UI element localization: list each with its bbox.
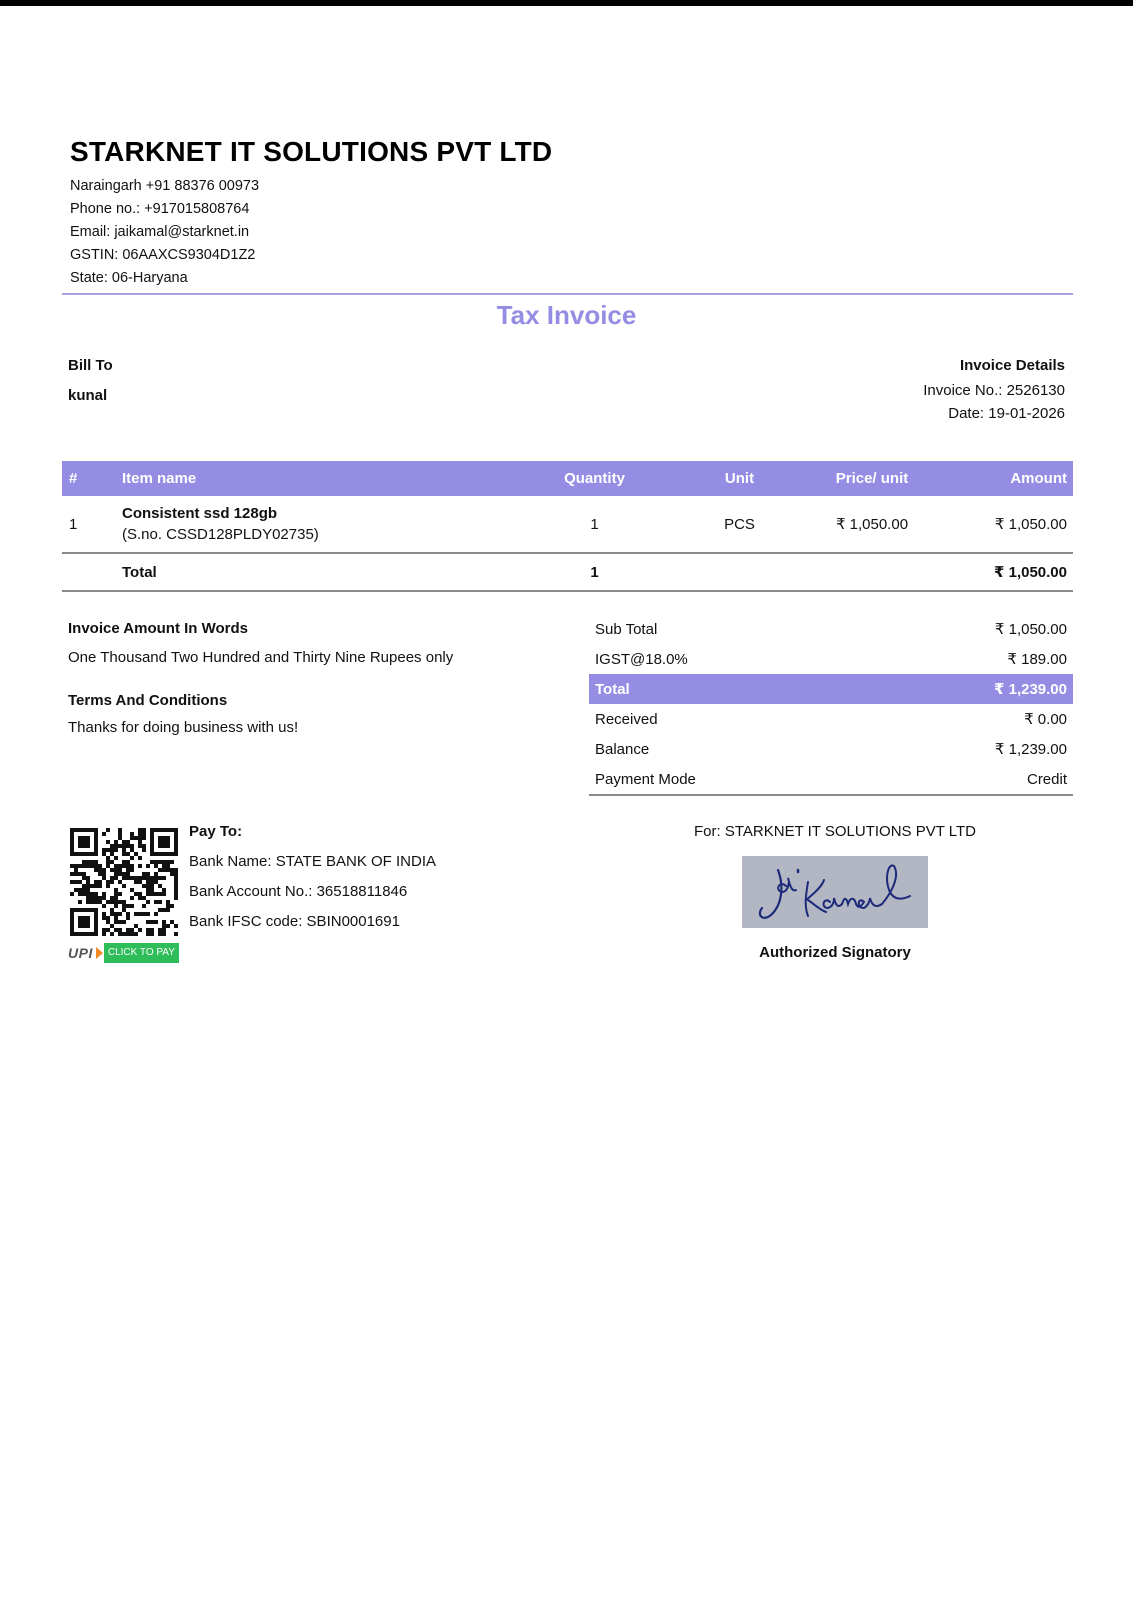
balance-value: ₹ 1,239.00 — [994, 741, 1067, 758]
amount-in-words — [68, 620, 588, 666]
table-total-row — [62, 554, 1073, 592]
header-unit: Unit — [724, 470, 755, 487]
top-border — [0, 0, 1133, 6]
company-address: Naraingarh +91 88376 00973 — [70, 178, 260, 194]
header-item-name: Item name — [122, 470, 197, 487]
row-price: ₹ 1,050.00 — [835, 516, 909, 533]
invoice-details — [923, 357, 1065, 422]
totals-summary — [589, 614, 1073, 796]
company-phone: Phone no.: +917015808764 — [70, 201, 250, 217]
signature-scribble — [742, 856, 928, 928]
amount-in-words-label: Invoice Amount In Words — [68, 620, 249, 637]
signature-image — [742, 856, 928, 928]
item-serial: (S.no. CSSD128PLDY02735) — [122, 526, 319, 543]
company-name: STARKNET IT SOLUTIONS PVT LTD — [70, 136, 553, 167]
sub-total-row — [589, 614, 1073, 644]
row-num: 1 — [69, 515, 78, 533]
click-to-pay-button[interactable]: CLICK TO PAY — [104, 943, 179, 963]
header-quantity: Quantity — [564, 470, 625, 487]
company-gstin: GSTIN: 06AAXCS9304D1Z2 — [70, 247, 256, 263]
igst-label: IGST@18.0% — [595, 650, 688, 668]
total-quantity: 1 — [590, 563, 599, 581]
row-item — [122, 505, 532, 543]
pay-to — [189, 823, 436, 930]
payment-mode-value: Credit — [1026, 770, 1067, 788]
amount-in-words-value: One Thousand Two Hundred and Thirty Nine Rupees only — [68, 649, 454, 666]
document-title: Tax Invoice — [496, 300, 637, 330]
total-amount: ₹ 1,050.00 — [994, 564, 1067, 581]
header-amount: Amount — [1010, 470, 1067, 487]
header-divider — [62, 293, 1073, 295]
company-contact — [70, 175, 552, 290]
upi-logo-icon: UPI — [68, 945, 93, 961]
received-row — [589, 704, 1073, 734]
row-quantity: 1 — [590, 515, 599, 533]
payment-mode-label: Payment Mode — [595, 770, 696, 788]
upi-arrow-icon — [96, 947, 103, 959]
sub-total-label: Sub Total — [595, 620, 658, 638]
terms-label: Terms And Conditions — [68, 692, 228, 709]
pay-to-label: Pay To: — [189, 823, 243, 840]
bill-to-label: Bill To — [68, 357, 113, 374]
company-state: State: 06-Haryana — [70, 270, 188, 286]
igst-row — [589, 644, 1073, 674]
qr-code-icon[interactable] — [70, 828, 178, 936]
bill-to-name: kunal — [68, 387, 108, 404]
total-label: Total — [122, 563, 157, 581]
company-email: Email: jaikamal@starknet.in — [70, 224, 250, 240]
row-unit: PCS — [724, 515, 755, 533]
terms-value: Thanks for doing business with us! — [68, 719, 299, 736]
row-amount: ₹ 1,050.00 — [994, 516, 1067, 533]
grand-total-label: Total — [595, 680, 630, 698]
bank-name: Bank Name: STATE BANK OF INDIA — [189, 853, 437, 870]
signatory-section — [620, 823, 1050, 961]
bank-ifsc: Bank IFSC code: SBIN0001691 — [189, 913, 400, 930]
igst-value: ₹ 189.00 — [1007, 651, 1067, 668]
table-row — [62, 496, 1073, 554]
authorized-signatory-label: Authorized Signatory — [759, 944, 911, 961]
received-label: Received — [595, 710, 658, 728]
item-name: Consistent ssd 128gb — [122, 505, 278, 522]
invoice-number: Invoice No.: 2526130 — [923, 382, 1065, 399]
signatory-for: For: STARKNET IT SOLUTIONS PVT LTD — [694, 823, 976, 840]
invoice-date: Date: 19-01-2026 — [948, 405, 1065, 422]
company-header — [70, 136, 552, 290]
payment-mode-row — [589, 764, 1073, 794]
terms-and-conditions — [68, 692, 588, 736]
received-value: ₹ 0.00 — [1024, 711, 1067, 728]
table-header — [62, 461, 1073, 496]
header-num: # — [69, 470, 78, 487]
balance-label: Balance — [595, 740, 650, 758]
header-price: Price/ unit — [835, 470, 909, 487]
items-table — [62, 461, 1073, 592]
sub-total-value: ₹ 1,050.00 — [994, 621, 1067, 638]
grand-total-row — [589, 674, 1073, 704]
grand-total-value: ₹ 1,239.00 — [994, 681, 1067, 698]
bank-account: Bank Account No.: 36518811846 — [189, 883, 408, 900]
upi-pay-button[interactable] — [68, 943, 179, 963]
balance-row — [589, 734, 1073, 764]
bill-to — [68, 357, 113, 404]
invoice-details-label: Invoice Details — [959, 357, 1065, 374]
